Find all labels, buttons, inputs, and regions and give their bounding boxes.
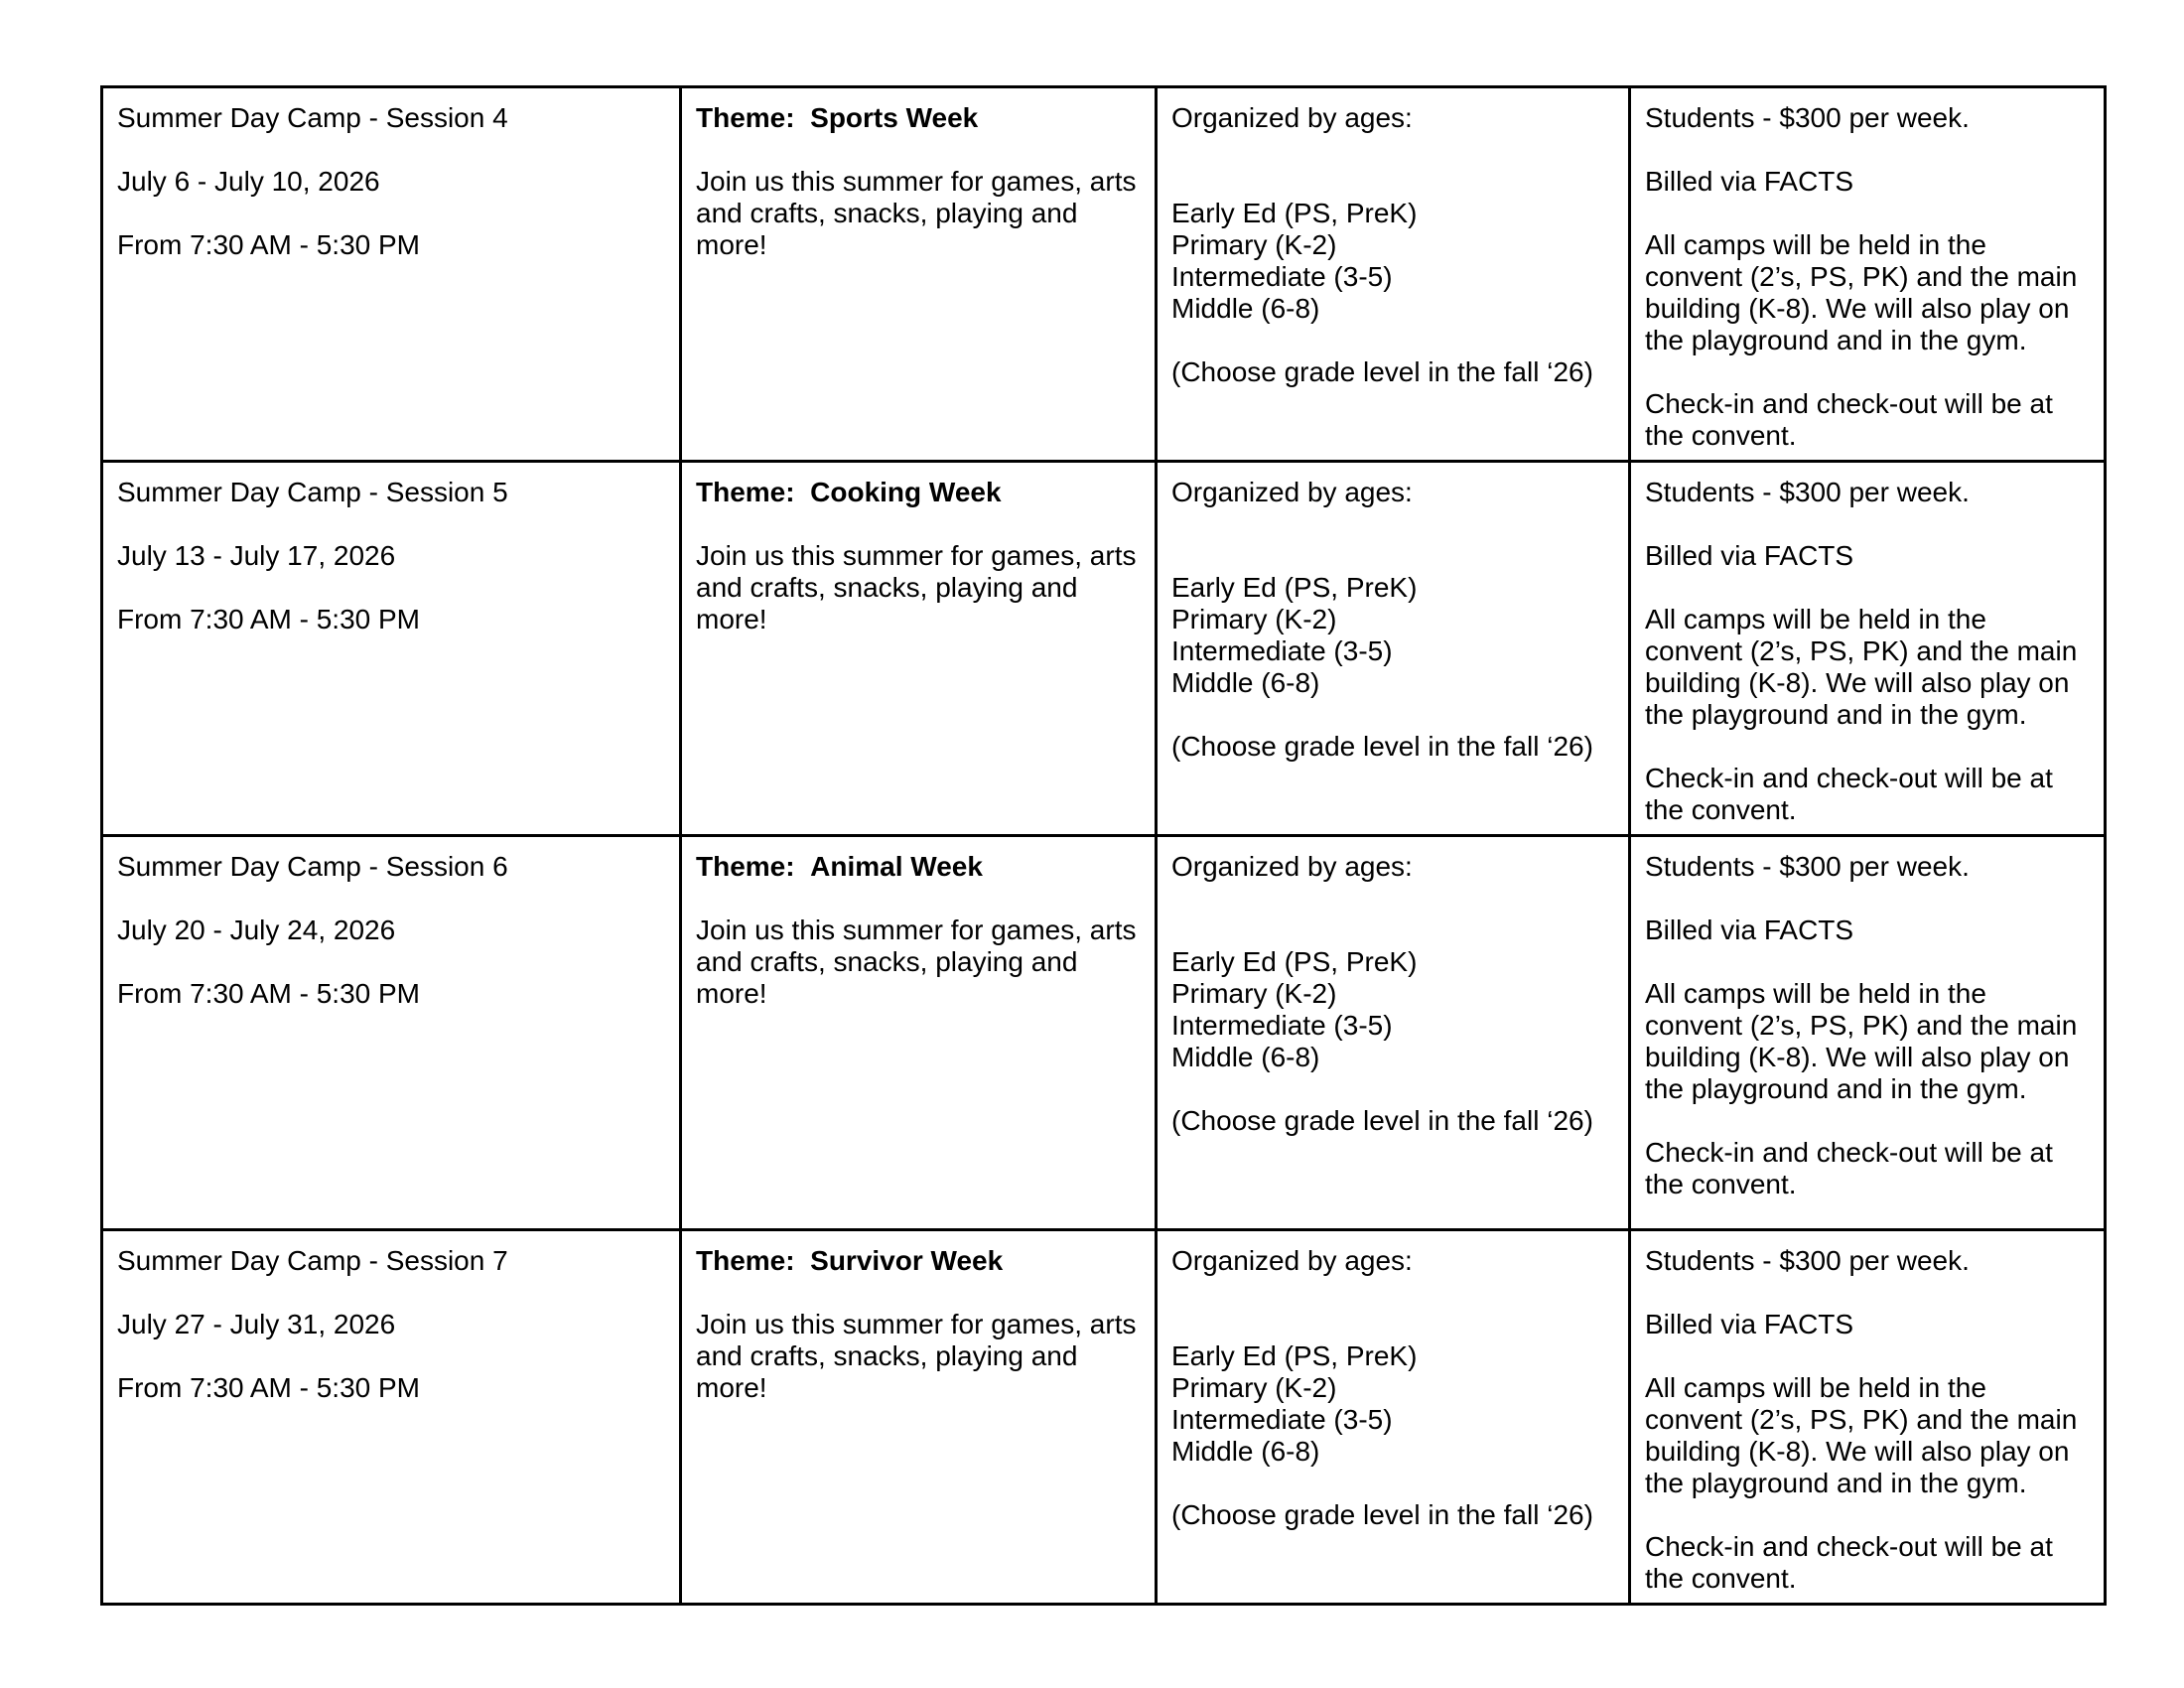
theme-name: Survivor Week [810,1245,1004,1276]
theme-name: Cooking Week [810,477,1002,507]
age-group-primary: Primary (K-2) [1171,229,1337,260]
theme-label: Theme: [696,851,795,882]
grade-note: (Choose grade level in the fall ‘26) [1171,1105,1593,1136]
theme-name: Animal Week [810,851,983,882]
theme-label: Theme: [696,102,795,133]
pricing-cell [1630,462,2106,836]
session-title: Summer Day Camp - Session 7 [117,1245,508,1276]
age-group-primary: Primary (K-2) [1171,604,1337,634]
theme-heading [696,1245,1141,1277]
session-info-cell [102,87,681,462]
checkin-text: Check-in and check-out will be at the convent. [1645,388,2053,451]
age-group-middle: Middle (6-8) [1171,1436,1320,1467]
age-group-primary: Primary (K-2) [1171,978,1337,1009]
theme-heading [696,477,1141,508]
location-text: All camps will be held in the convent (2’s, PS, PK) and the main building (K-8). We will also play on the playground and in the gym. [1645,1372,2078,1498]
billing-text: Billed via FACTS [1645,166,1854,197]
price-text: Students - $300 per week. [1645,1245,1970,1276]
theme-description: Join us this summer for games, arts and crafts, snacks, playing and more! [696,166,1137,260]
session-row [102,1230,2106,1605]
ages-heading: Organized by ages: [1171,102,1413,133]
grade-note: (Choose grade level in the fall ‘26) [1171,1499,1593,1530]
checkin-text: Check-in and check-out will be at the convent. [1645,763,2053,825]
age-group-primary: Primary (K-2) [1171,1372,1337,1403]
ages-cell [1157,836,1630,1230]
age-group-intermediate: Intermediate (3-5) [1171,261,1393,292]
pricing-cell [1630,836,2106,1230]
theme-label: Theme: [696,1245,795,1276]
grade-note: (Choose grade level in the fall ‘26) [1171,356,1593,387]
ages-cell [1157,87,1630,462]
age-group-early-ed: Early Ed (PS, PreK) [1171,198,1418,228]
age-group-early-ed: Early Ed (PS, PreK) [1171,1340,1418,1371]
theme-cell [681,1230,1157,1605]
age-group-middle: Middle (6-8) [1171,667,1320,698]
ages-cell [1157,462,1630,836]
price-text: Students - $300 per week. [1645,102,1970,133]
ages-cell [1157,1230,1630,1605]
session-info-cell [102,462,681,836]
billing-text: Billed via FACTS [1645,914,1854,945]
session-title: Summer Day Camp - Session 4 [117,102,508,133]
session-hours: From 7:30 AM - 5:30 PM [117,1372,420,1403]
session-hours: From 7:30 AM - 5:30 PM [117,978,420,1009]
age-group-intermediate: Intermediate (3-5) [1171,1010,1393,1041]
session-title: Summer Day Camp - Session 5 [117,477,508,507]
age-group-middle: Middle (6-8) [1171,293,1320,324]
grade-note: (Choose grade level in the fall ‘26) [1171,731,1593,762]
theme-description: Join us this summer for games, arts and crafts, snacks, playing and more! [696,1309,1137,1403]
age-group-intermediate: Intermediate (3-5) [1171,1404,1393,1435]
age-group-middle: Middle (6-8) [1171,1042,1320,1072]
age-group-early-ed: Early Ed (PS, PreK) [1171,572,1418,603]
session-row [102,462,2106,836]
price-text: Students - $300 per week. [1645,851,1970,882]
ages-heading: Organized by ages: [1171,477,1413,507]
theme-heading [696,102,1141,134]
theme-description: Join us this summer for games, arts and crafts, snacks, playing and more! [696,540,1137,634]
age-group-intermediate: Intermediate (3-5) [1171,635,1393,666]
age-group-early-ed: Early Ed (PS, PreK) [1171,946,1418,977]
theme-cell [681,836,1157,1230]
location-text: All camps will be held in the convent (2’s, PS, PK) and the main building (K-8). We will also play on the playground and in the gym. [1645,604,2078,730]
session-hours: From 7:30 AM - 5:30 PM [117,604,420,634]
location-text: All camps will be held in the convent (2’s, PS, PK) and the main building (K-8). We will also play on the playground and in the gym. [1645,229,2078,355]
ages-heading: Organized by ages: [1171,851,1413,882]
session-dates: July 13 - July 17, 2026 [117,540,396,571]
session-dates: July 20 - July 24, 2026 [117,914,396,945]
checkin-text: Check-in and check-out will be at the convent. [1645,1137,2053,1199]
checkin-text: Check-in and check-out will be at the convent. [1645,1531,2053,1594]
session-dates: July 6 - July 10, 2026 [117,166,380,197]
location-text: All camps will be held in the convent (2’s, PS, PK) and the main building (K-8). We will also play on the playground and in the gym. [1645,978,2078,1104]
session-hours: From 7:30 AM - 5:30 PM [117,229,420,260]
session-row [102,87,2106,462]
price-text: Students - $300 per week. [1645,477,1970,507]
session-info-cell [102,1230,681,1605]
session-info-cell [102,836,681,1230]
ages-heading: Organized by ages: [1171,1245,1413,1276]
pricing-cell [1630,87,2106,462]
billing-text: Billed via FACTS [1645,1309,1854,1339]
pricing-cell [1630,1230,2106,1605]
theme-description: Join us this summer for games, arts and crafts, snacks, playing and more! [696,914,1137,1009]
theme-cell [681,462,1157,836]
camp-schedule-table [100,85,2107,1606]
theme-heading [696,851,1141,883]
theme-name: Sports Week [810,102,979,133]
session-dates: July 27 - July 31, 2026 [117,1309,396,1339]
theme-cell [681,87,1157,462]
billing-text: Billed via FACTS [1645,540,1854,571]
session-title: Summer Day Camp - Session 6 [117,851,508,882]
theme-label: Theme: [696,477,795,507]
session-row [102,836,2106,1230]
